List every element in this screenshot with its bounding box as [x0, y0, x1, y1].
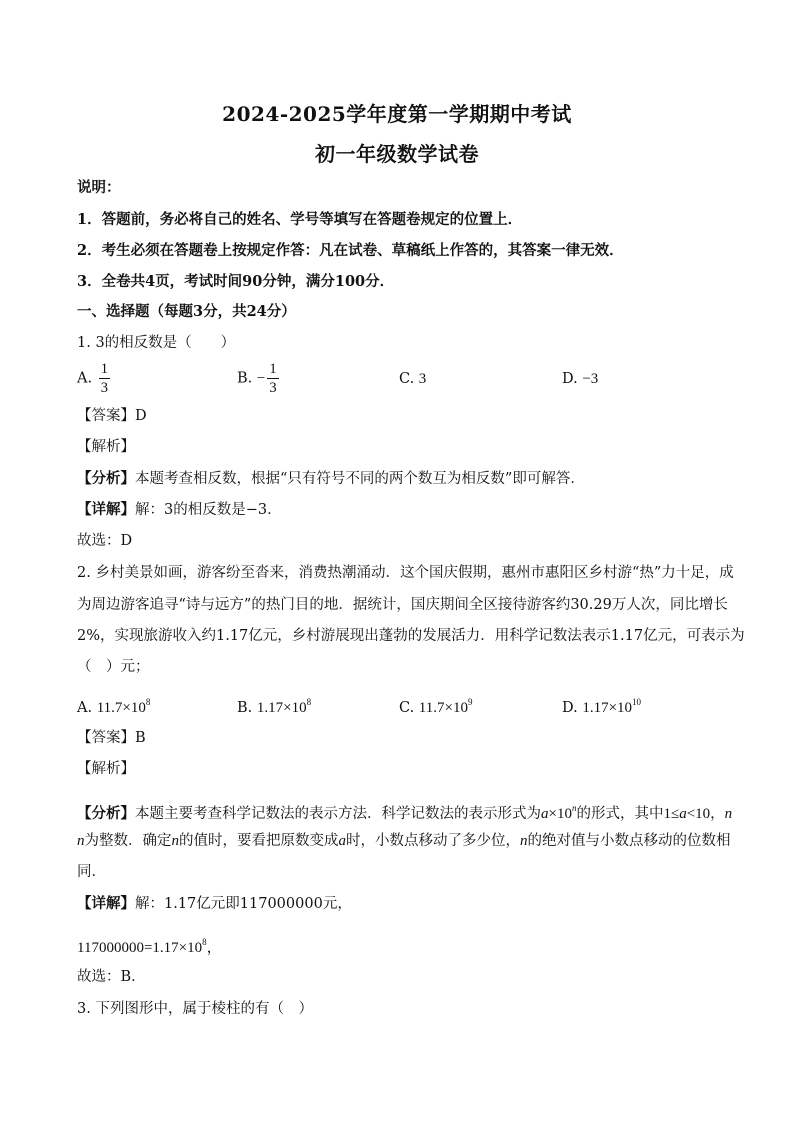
q2-stem-line-3: 2%，实现旅游收入约1.17亿元，乡村游展现出蓬勃的发展活力．用科学记数法表示1.17亿元，可表示为 [77, 628, 745, 644]
q1-choice: 故选：D [77, 533, 133, 549]
q2-option-d [562, 692, 641, 718]
q1-option-b-label: B. [237, 370, 253, 387]
q2-answer: 【答案】B [77, 730, 146, 746]
q1-fenxi-tag: 【分析】 [77, 470, 135, 487]
q2-option-d-coef: 1.17×10 [582, 700, 633, 716]
q2-fenxi-n: n [724, 806, 733, 822]
q1-option-b [237, 360, 281, 397]
q2-option-b-label: B. [237, 700, 253, 716]
q2-option-d-value [582, 697, 642, 716]
q1-stem: 1. 3的相反数是（ ） [77, 335, 236, 351]
q2-fenxi-text-2: 的形式，其中 [576, 806, 664, 822]
q3-stem: 3. 下列图形中，属于棱柱的有（ ） [77, 1001, 313, 1017]
q2-equation [77, 932, 734, 958]
q2-stem-line-2: 为周边游客追寻“诗与远方”的热门目的地．据统计，国庆期间全区接待游客约30.29万人次，同比增长 [77, 597, 728, 613]
q2-option-b-exp: 8 [306, 697, 312, 707]
q1-option-b-denominator: 3 [269, 380, 277, 396]
q1-option-c-label: C. [399, 371, 415, 387]
q2-fenxi-inequality [663, 806, 710, 822]
q2-fenxi-line-3: 同． [77, 864, 106, 880]
q2-equation-end: ， [206, 940, 222, 956]
q2-fenxi-l2-text-a: 为整数．确定 [84, 833, 172, 849]
q1-option-a-denominator: 3 [100, 380, 108, 396]
q2-fenxi-line-1 [77, 798, 734, 824]
q1-option-d [562, 369, 598, 389]
q1-option-c [399, 369, 426, 389]
q2-detail-tag: 【详解】 [77, 895, 135, 912]
q2-fenxi-ineq-left: 1≤ [663, 806, 680, 822]
q1-detail [77, 500, 734, 520]
q2-fenxi-ineq-right: <10 [686, 806, 711, 822]
q2-analysis-label: 【解析】 [77, 761, 135, 777]
q2-equation-exp: 8 [202, 937, 207, 947]
q2-fenxi-formula-times: ×10 [548, 806, 572, 822]
q1-option-d-value: −3 [582, 371, 599, 387]
q2-fenxi-tag: 【分析】 [77, 805, 135, 822]
q2-fenxi-formula-n: n [571, 803, 577, 813]
q2-detail-text: 解：1.17亿元即117000000元， [135, 896, 352, 912]
q2-option-a-coef: 11.7×10 [96, 700, 146, 716]
q2-option-d-exp: 10 [632, 697, 642, 707]
q2-option-a-label: A. [77, 700, 93, 716]
q1-option-b-numerator: 1 [269, 361, 277, 377]
q1-detail-text: 解：3的相反数是−3． [135, 502, 282, 518]
q2-fenxi-l2-n-b: n [171, 833, 179, 849]
exam-title: 2024-2025学年度第一学期期中考试 [222, 102, 572, 126]
q2-option-a-exp: 8 [145, 697, 151, 707]
note-item-3: 3．全卷共4页，考试时间90分钟，满分100分． [77, 273, 395, 290]
q2-option-a [77, 692, 150, 718]
q1-option-c-value: 3 [418, 371, 427, 387]
q2-fenxi-comma: ， [710, 806, 725, 822]
section-title: 一、选择题 [77, 303, 150, 320]
q1-option-a-label: A. [77, 370, 93, 387]
notes-heading: 说明： [77, 179, 121, 196]
note-item-1: 1．答题前，务必将自己的姓名、学号等填写在答题卷规定的位置上． [77, 211, 523, 228]
q1-option-b-sign: − [256, 370, 266, 387]
q2-option-c-coef: 11.7×10 [418, 700, 468, 716]
q2-option-c-label: C. [399, 700, 415, 716]
q2-option-a-value [96, 697, 151, 716]
q1-answer: 【答案】D [77, 408, 147, 424]
q2-option-c [399, 692, 472, 718]
q1-option-b-fraction [267, 360, 278, 397]
q2-option-c-exp: 9 [467, 697, 473, 707]
q1-option-a [77, 360, 112, 397]
q2-fenxi-l2-text-d: 的绝对值与小数点移动的位数相 [527, 833, 731, 849]
section-heading [77, 302, 734, 322]
q1-option-a-numerator: 1 [100, 361, 108, 377]
q2-detail [77, 894, 734, 914]
q2-option-b [237, 692, 311, 718]
q2-fenxi-formula [541, 803, 577, 822]
q2-fenxi-line-2 [77, 831, 734, 851]
q2-option-c-value [418, 697, 473, 716]
q2-fenxi-l2-a: a [338, 833, 346, 849]
q2-option-d-label: D. [562, 700, 578, 716]
q2-equation-left: 117000000=1.17×10 [77, 940, 203, 956]
q2-option-b-value [256, 697, 312, 716]
q1-fenxi [77, 469, 734, 489]
q1-option-d-label: D. [562, 371, 578, 387]
q2-stem-line-1: 2. 乡村美景如画，游客纷至沓来，消费热潮涌动．这个国庆假期，惠州市惠阳区乡村游“热”力十足，成 [77, 565, 734, 581]
q2-choice: 故选：B． [77, 969, 146, 985]
q1-analysis-label: 【解析】 [77, 439, 135, 455]
q2-fenxi-l2-n2: n [520, 833, 528, 849]
q2-fenxi-l2-text-c: 时，小数点移动了多少位， [346, 833, 520, 849]
q2-stem-line-4: （ ）元； [77, 659, 150, 675]
section-note: （每题3分，共24分） [149, 303, 296, 320]
exam-subtitle: 初一年级数学试卷 [315, 142, 479, 166]
q2-fenxi-formula-a: a [541, 806, 549, 822]
q2-fenxi-l2-n: n [77, 833, 85, 849]
q1-detail-tag: 【详解】 [77, 501, 135, 518]
q2-fenxi-text-1: 本题主要考查科学记数法的表示方法．科学记数法的表示形式为 [135, 806, 541, 822]
q1-fenxi-text: 本题考查相反数，根据“只有符号不同的两个数互为相反数”即可解答． [135, 471, 585, 487]
note-item-2: 2．考生必须在答题卷上按规定作答：凡在试卷、草稿纸上作答的，其答案一律无效． [77, 242, 624, 259]
q2-fenxi-l2-text-b: 的值时，要看把原数变成 [179, 833, 339, 849]
q2-fenxi-ineq-a: a [679, 806, 687, 822]
q2-option-b-coef: 1.17×10 [256, 700, 307, 716]
q1-option-a-fraction [99, 360, 110, 397]
